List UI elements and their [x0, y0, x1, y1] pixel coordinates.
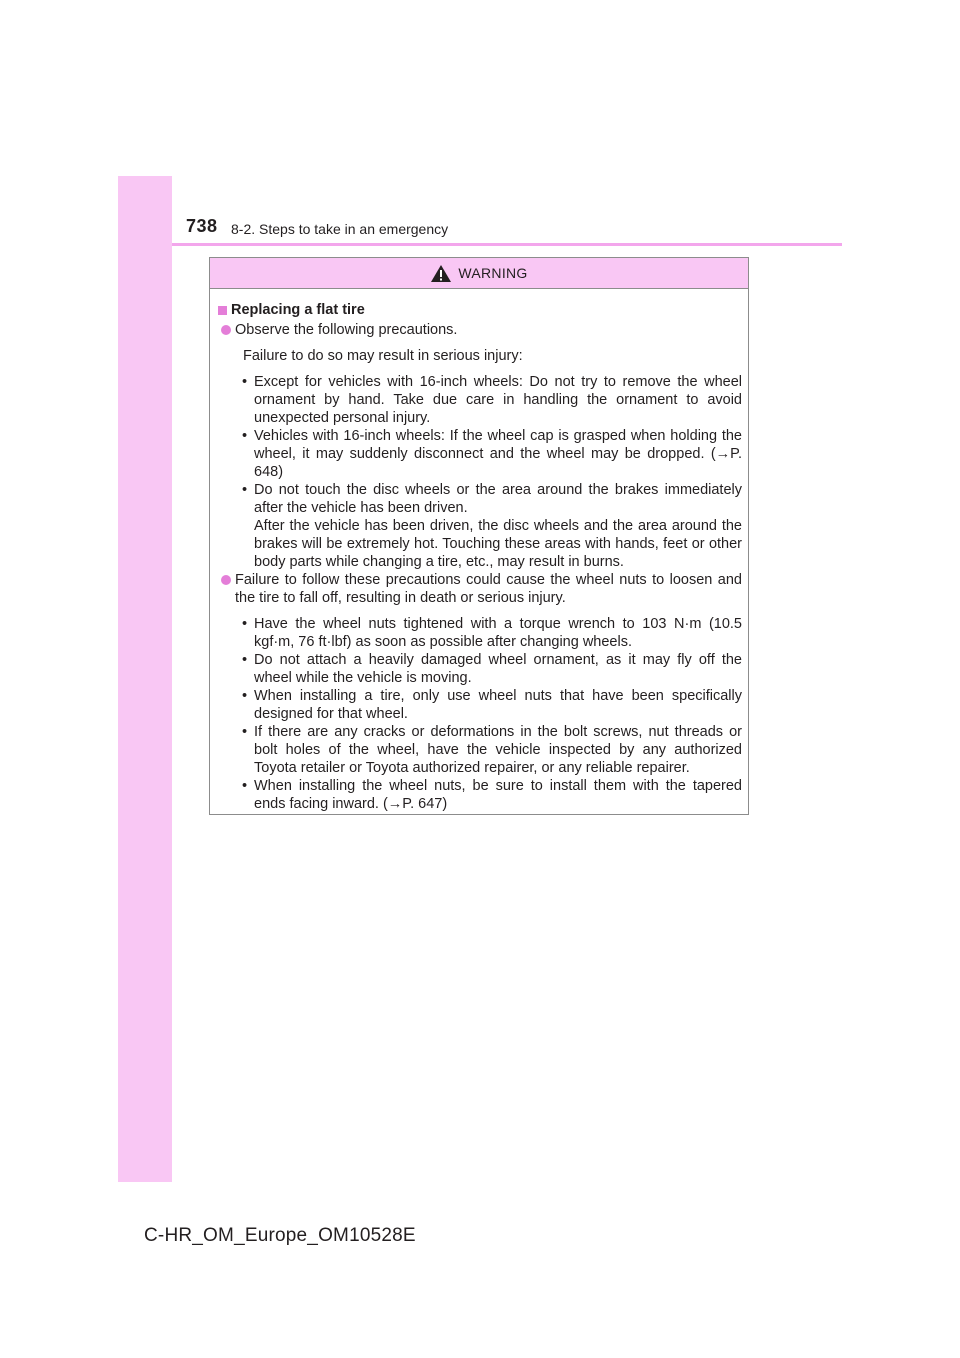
precaution-point-2 [218, 571, 742, 607]
circle-bullet-icon [221, 325, 231, 335]
precaution-point-1-text: Observe the following precautions. [235, 322, 458, 338]
list-item: • Do not attach a heavily damaged wheel ornament, as it may fly off the wheel while the vehicle is moving. [242, 651, 742, 687]
precaution-point-1 [218, 321, 742, 339]
circle-bullet-icon [221, 575, 231, 585]
precaution-point-2-list [242, 615, 742, 813]
warning-heading [218, 301, 742, 319]
warning-heading-text: Replacing a flat tire [231, 302, 365, 318]
warning-header [210, 258, 748, 289]
list-item-text: Do not touch the disc wheels or the area around the brakes immediately after the vehicle has been driven. [254, 482, 742, 516]
list-item: • When installing the wheel nuts, be sure to install them with the tapered ends facing inward. (→P. 647) [242, 777, 742, 813]
list-item: • When installing a tire, only use wheel nuts that have been specifically designed for that wheel. [242, 687, 742, 723]
side-tab-band [118, 176, 172, 1182]
header-rule [172, 243, 842, 246]
page-number: 738 [186, 216, 218, 236]
precaution-point-2-text: Failure to follow these precautions could cause the wheel nuts to loosen and the tire to fall off, resulting in death or serious injury. [235, 572, 742, 606]
warning-label: WARNING [458, 265, 528, 281]
list-item: • Except for vehicles with 16-inch wheels: Do not try to remove the wheel ornament by hand. Take due care in handling the ornament to avoid unexpected personal injury. [242, 373, 742, 427]
list-item-continuation: After the vehicle has been driven, the disc wheels and the area around the brakes will be extremely hot. Touching these areas with hands, feet or other body parts while changing a tire, etc., may result in burns. [254, 518, 742, 570]
section-title: 8-2. Steps to take in an emergency [231, 221, 449, 237]
list-item [242, 481, 742, 571]
square-bullet-icon [218, 306, 227, 315]
document-code: C-HR_OM_Europe_OM10528E [144, 1225, 416, 1246]
list-item: • Have the wheel nuts tightened with a torque wrench to 103 N·m (10.5 kgf·m, 76 ft·lbf) as soon as possible after changing wheels. [242, 615, 742, 651]
list-item: • If there are any cracks or deformations in the bolt screws, nut threads or bolt holes of the wheel, have the vehicle inspected by any authorized Toyota retailer or Toyota authorized repairer, or any reliable repairer. [242, 723, 742, 777]
precaution-point-1-para: Failure to do so may result in serious injury: [243, 348, 523, 364]
warning-box [209, 257, 749, 815]
warning-triangle-icon [430, 264, 452, 283]
warning-body [210, 289, 748, 813]
list-item: • Vehicles with 16-inch wheels: If the wheel cap is grasped when holding the wheel, it may suddenly disconnect and the wheel may be dropped. (→P. 648) [242, 427, 742, 481]
precaution-point-1-list [242, 373, 742, 571]
